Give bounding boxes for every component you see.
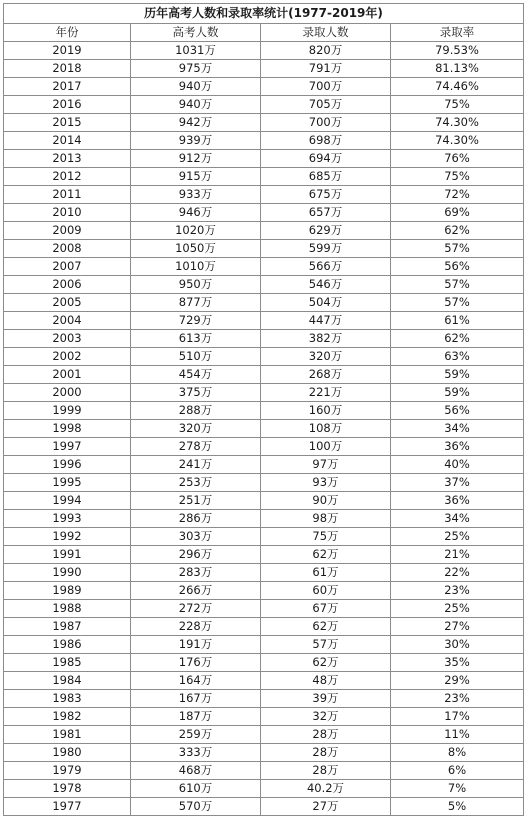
cell-year: 1980: [4, 744, 131, 762]
cell-admit-count: 320万: [261, 348, 391, 366]
cell-admit-rate: 62%: [391, 222, 524, 240]
table-row: [4, 582, 524, 600]
cell-year: 1996: [4, 456, 131, 474]
cell-admit-rate: 22%: [391, 564, 524, 582]
table-row: [4, 366, 524, 384]
cell-admit-count: 675万: [261, 186, 391, 204]
cell-exam-count: 950万: [131, 276, 261, 294]
cell-year: 1989: [4, 582, 131, 600]
cell-admit-count: 382万: [261, 330, 391, 348]
cell-admit-rate: 61%: [391, 312, 524, 330]
cell-exam-count: 296万: [131, 546, 261, 564]
header-exam-count: 高考人数: [131, 24, 261, 42]
cell-admit-rate: 57%: [391, 294, 524, 312]
cell-admit-count: 221万: [261, 384, 391, 402]
cell-exam-count: 946万: [131, 204, 261, 222]
cell-admit-rate: 62%: [391, 330, 524, 348]
header-row: [4, 24, 524, 42]
table-row: [4, 330, 524, 348]
cell-admit-count: 28万: [261, 762, 391, 780]
cell-admit-rate: 6%: [391, 762, 524, 780]
cell-admit-count: 97万: [261, 456, 391, 474]
cell-admit-count: 39万: [261, 690, 391, 708]
cell-admit-rate: 27%: [391, 618, 524, 636]
cell-year: 2001: [4, 366, 131, 384]
cell-admit-rate: 69%: [391, 204, 524, 222]
cell-admit-count: 629万: [261, 222, 391, 240]
cell-year: 2017: [4, 78, 131, 96]
cell-admit-count: 62万: [261, 546, 391, 564]
cell-year: 2010: [4, 204, 131, 222]
cell-admit-count: 685万: [261, 168, 391, 186]
cell-exam-count: 375万: [131, 384, 261, 402]
cell-admit-rate: 11%: [391, 726, 524, 744]
cell-year: 2000: [4, 384, 131, 402]
cell-admit-rate: 40%: [391, 456, 524, 474]
cell-exam-count: 272万: [131, 600, 261, 618]
cell-admit-rate: 29%: [391, 672, 524, 690]
table-row: [4, 744, 524, 762]
cell-year: 1998: [4, 420, 131, 438]
cell-admit-rate: 35%: [391, 654, 524, 672]
spreadsheet: [3, 3, 523, 816]
cell-year: 1984: [4, 672, 131, 690]
table-row: [4, 132, 524, 150]
cell-exam-count: 1050万: [131, 240, 261, 258]
cell-year: 1979: [4, 762, 131, 780]
table-row: [4, 510, 524, 528]
cell-admit-rate: 57%: [391, 240, 524, 258]
cell-admit-rate: 25%: [391, 600, 524, 618]
cell-admit-count: 61万: [261, 564, 391, 582]
cell-admit-rate: 34%: [391, 420, 524, 438]
cell-admit-rate: 37%: [391, 474, 524, 492]
cell-admit-count: 504万: [261, 294, 391, 312]
cell-exam-count: 241万: [131, 456, 261, 474]
table-row: [4, 762, 524, 780]
cell-admit-rate: 36%: [391, 492, 524, 510]
table-row: [4, 42, 524, 60]
cell-year: 1995: [4, 474, 131, 492]
cell-exam-count: 259万: [131, 726, 261, 744]
table-row: [4, 798, 524, 816]
cell-admit-count: 27万: [261, 798, 391, 816]
table-row: [4, 654, 524, 672]
cell-exam-count: 251万: [131, 492, 261, 510]
header-admit-count: 录取人数: [261, 24, 391, 42]
table-row: [4, 546, 524, 564]
table-row: [4, 726, 524, 744]
table-row: [4, 492, 524, 510]
cell-exam-count: 176万: [131, 654, 261, 672]
cell-exam-count: 288万: [131, 402, 261, 420]
cell-year: 2007: [4, 258, 131, 276]
table-row: [4, 600, 524, 618]
cell-admit-rate: 56%: [391, 402, 524, 420]
cell-admit-count: 60万: [261, 582, 391, 600]
header-year: 年份: [4, 24, 131, 42]
cell-year: 1977: [4, 798, 131, 816]
cell-admit-count: 700万: [261, 78, 391, 96]
cell-exam-count: 729万: [131, 312, 261, 330]
cell-admit-rate: 8%: [391, 744, 524, 762]
cell-admit-rate: 17%: [391, 708, 524, 726]
cell-admit-rate: 23%: [391, 690, 524, 708]
cell-year: 1985: [4, 654, 131, 672]
table-row: [4, 78, 524, 96]
title-row: [4, 4, 524, 24]
cell-admit-count: 62万: [261, 654, 391, 672]
cell-admit-count: 93万: [261, 474, 391, 492]
cell-year: 2013: [4, 150, 131, 168]
cell-year: 1981: [4, 726, 131, 744]
table-row: [4, 258, 524, 276]
cell-year: 1986: [4, 636, 131, 654]
cell-admit-rate: 74.30%: [391, 114, 524, 132]
cell-exam-count: 1020万: [131, 222, 261, 240]
table-row: [4, 636, 524, 654]
cell-admit-rate: 57%: [391, 276, 524, 294]
cell-exam-count: 1031万: [131, 42, 261, 60]
cell-admit-rate: 21%: [391, 546, 524, 564]
cell-exam-count: 933万: [131, 186, 261, 204]
cell-exam-count: 610万: [131, 780, 261, 798]
cell-admit-count: 566万: [261, 258, 391, 276]
cell-admit-count: 108万: [261, 420, 391, 438]
cell-year: 2005: [4, 294, 131, 312]
cell-admit-rate: 5%: [391, 798, 524, 816]
cell-exam-count: 939万: [131, 132, 261, 150]
cell-admit-count: 705万: [261, 96, 391, 114]
cell-admit-rate: 75%: [391, 96, 524, 114]
table-row: [4, 690, 524, 708]
cell-admit-count: 48万: [261, 672, 391, 690]
cell-admit-rate: 36%: [391, 438, 524, 456]
cell-admit-count: 657万: [261, 204, 391, 222]
table-row: [4, 384, 524, 402]
cell-exam-count: 877万: [131, 294, 261, 312]
cell-year: 2002: [4, 348, 131, 366]
cell-year: 1988: [4, 600, 131, 618]
cell-year: 2018: [4, 60, 131, 78]
cell-admit-rate: 75%: [391, 168, 524, 186]
cell-admit-count: 694万: [261, 150, 391, 168]
table-row: [4, 348, 524, 366]
table-row: [4, 528, 524, 546]
cell-year: 2019: [4, 42, 131, 60]
cell-admit-count: 67万: [261, 600, 391, 618]
cell-exam-count: 940万: [131, 96, 261, 114]
table-row: [4, 186, 524, 204]
table-row: [4, 60, 524, 78]
cell-year: 1994: [4, 492, 131, 510]
cell-admit-count: 700万: [261, 114, 391, 132]
cell-admit-count: 28万: [261, 726, 391, 744]
cell-year: 2006: [4, 276, 131, 294]
cell-admit-count: 90万: [261, 492, 391, 510]
cell-admit-count: 599万: [261, 240, 391, 258]
cell-exam-count: 191万: [131, 636, 261, 654]
cell-admit-rate: 74.30%: [391, 132, 524, 150]
table-row: [4, 564, 524, 582]
cell-admit-rate: 81.13%: [391, 60, 524, 78]
cell-year: 2011: [4, 186, 131, 204]
table-row: [4, 780, 524, 798]
cell-admit-rate: 76%: [391, 150, 524, 168]
cell-exam-count: 283万: [131, 564, 261, 582]
cell-exam-count: 510万: [131, 348, 261, 366]
cell-admit-count: 62万: [261, 618, 391, 636]
cell-exam-count: 468万: [131, 762, 261, 780]
cell-year: 1990: [4, 564, 131, 582]
cell-year: 1987: [4, 618, 131, 636]
cell-exam-count: 570万: [131, 798, 261, 816]
table-row: [4, 456, 524, 474]
cell-year: 2009: [4, 222, 131, 240]
header-admit-rate: 录取率: [391, 24, 524, 42]
cell-exam-count: 915万: [131, 168, 261, 186]
cell-admit-count: 160万: [261, 402, 391, 420]
cell-exam-count: 187万: [131, 708, 261, 726]
cell-admit-count: 546万: [261, 276, 391, 294]
table-row: [4, 402, 524, 420]
cell-exam-count: 167万: [131, 690, 261, 708]
table-row: [4, 114, 524, 132]
cell-exam-count: 320万: [131, 420, 261, 438]
cell-admit-rate: 74.46%: [391, 78, 524, 96]
table-row: [4, 438, 524, 456]
cell-exam-count: 613万: [131, 330, 261, 348]
cell-exam-count: 303万: [131, 528, 261, 546]
cell-exam-count: 1010万: [131, 258, 261, 276]
cell-admit-rate: 56%: [391, 258, 524, 276]
cell-admit-count: 98万: [261, 510, 391, 528]
cell-admit-count: 698万: [261, 132, 391, 150]
table-row: [4, 474, 524, 492]
cell-admit-count: 447万: [261, 312, 391, 330]
cell-exam-count: 266万: [131, 582, 261, 600]
cell-admit-count: 57万: [261, 636, 391, 654]
cell-year: 1982: [4, 708, 131, 726]
cell-exam-count: 278万: [131, 438, 261, 456]
cell-exam-count: 942万: [131, 114, 261, 132]
cell-year: 2012: [4, 168, 131, 186]
cell-admit-count: 40.2万: [261, 780, 391, 798]
table-row: [4, 276, 524, 294]
cell-admit-rate: 23%: [391, 582, 524, 600]
cell-exam-count: 333万: [131, 744, 261, 762]
cell-admit-count: 100万: [261, 438, 391, 456]
cell-exam-count: 286万: [131, 510, 261, 528]
cell-exam-count: 975万: [131, 60, 261, 78]
table-row: [4, 312, 524, 330]
cell-year: 2003: [4, 330, 131, 348]
cell-year: 1991: [4, 546, 131, 564]
cell-admit-rate: 34%: [391, 510, 524, 528]
cell-exam-count: 912万: [131, 150, 261, 168]
cell-exam-count: 164万: [131, 672, 261, 690]
cell-year: 1993: [4, 510, 131, 528]
cell-admit-rate: 63%: [391, 348, 524, 366]
table-row: [4, 618, 524, 636]
cell-year: 2008: [4, 240, 131, 258]
cell-admit-count: 820万: [261, 42, 391, 60]
table-body: [4, 42, 524, 816]
cell-year: 2015: [4, 114, 131, 132]
cell-year: 1997: [4, 438, 131, 456]
cell-exam-count: 940万: [131, 78, 261, 96]
table-row: [4, 204, 524, 222]
table-row: [4, 96, 524, 114]
table-row: [4, 708, 524, 726]
cell-admit-rate: 59%: [391, 384, 524, 402]
cell-admit-rate: 79.53%: [391, 42, 524, 60]
cell-year: 2016: [4, 96, 131, 114]
cell-exam-count: 253万: [131, 474, 261, 492]
table-row: [4, 150, 524, 168]
cell-year: 2014: [4, 132, 131, 150]
cell-admit-rate: 59%: [391, 366, 524, 384]
cell-year: 1992: [4, 528, 131, 546]
table-row: [4, 222, 524, 240]
cell-admit-count: 32万: [261, 708, 391, 726]
cell-admit-rate: 7%: [391, 780, 524, 798]
cell-year: 2004: [4, 312, 131, 330]
cell-year: 1999: [4, 402, 131, 420]
table-title: 历年高考人数和录取率统计(1977-2019年): [4, 4, 524, 24]
cell-admit-count: 28万: [261, 744, 391, 762]
cell-exam-count: 454万: [131, 366, 261, 384]
stats-table: [3, 3, 524, 816]
cell-admit-count: 75万: [261, 528, 391, 546]
table-row: [4, 168, 524, 186]
cell-year: 1983: [4, 690, 131, 708]
table-row: [4, 294, 524, 312]
cell-admit-count: 791万: [261, 60, 391, 78]
cell-admit-count: 268万: [261, 366, 391, 384]
cell-year: 1978: [4, 780, 131, 798]
cell-admit-rate: 25%: [391, 528, 524, 546]
cell-admit-rate: 30%: [391, 636, 524, 654]
table-row: [4, 672, 524, 690]
cell-exam-count: 228万: [131, 618, 261, 636]
table-row: [4, 240, 524, 258]
table-row: [4, 420, 524, 438]
cell-admit-rate: 72%: [391, 186, 524, 204]
